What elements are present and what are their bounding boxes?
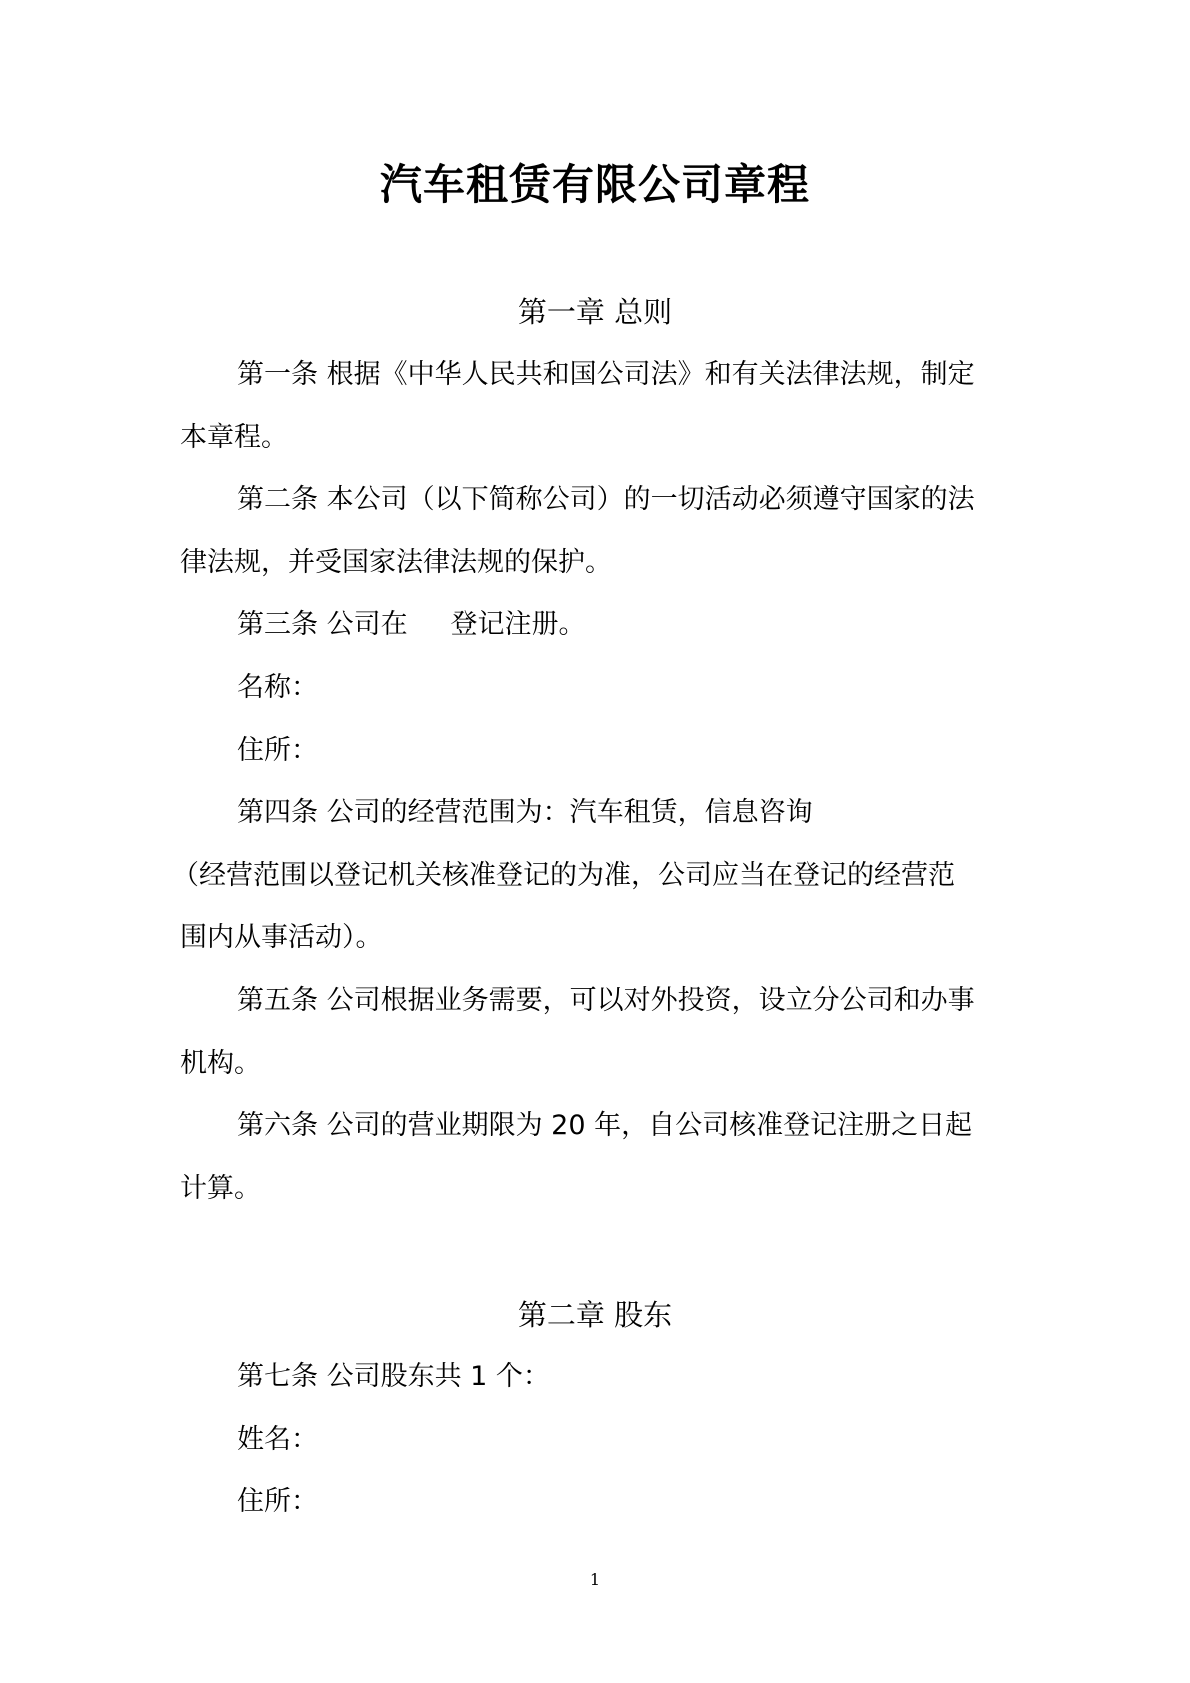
chapter-1-heading: 第一章 总则 <box>517 295 673 329</box>
article-4-line-2: （经营范围以登记机关核准登记的为准，公司应当在登记的经营范 <box>172 860 955 891</box>
article-2-line-1: 第二条 本公司（以下简称公司）的一切活动必须遵守国家的法 <box>237 484 975 515</box>
chapter-2-heading: 第二章 股东 <box>517 1298 673 1332</box>
article-5-line-1: 第五条 公司根据业务需要，可以对外投资，设立分公司和办事 <box>237 985 975 1016</box>
article-3-address-field: 住所： <box>237 735 318 766</box>
article-3: 第三条 公司在 登记注册。 <box>237 609 586 640</box>
article-4-line-1: 第四条 公司的经营范围为：汽车租赁，信息咨询 <box>237 797 813 828</box>
article-6-line-1: 第六条 公司的营业期限为 20 年，自公司核准登记注册之日起 <box>237 1110 973 1141</box>
article-6-line-2: 计算。 <box>180 1173 261 1204</box>
shareholder-name-field: 姓名： <box>237 1424 318 1455</box>
shareholder-address-field: 住所： <box>237 1486 318 1517</box>
article-5-line-2: 机构。 <box>180 1048 261 1079</box>
article-1-line-2: 本章程。 <box>180 422 288 453</box>
document-title: 汽车租赁有限公司章程 <box>379 160 810 209</box>
article-1-line-1: 第一条 根据《中华人民共和国公司法》和有关法律法规，制定 <box>237 359 975 390</box>
article-2-line-2: 律法规，并受国家法律法规的保护。 <box>180 547 612 578</box>
page-number: 1 <box>589 1570 601 1589</box>
article-4-line-3: 围内从事活动）。 <box>180 922 383 953</box>
article-3-name-field: 名称： <box>237 672 318 703</box>
article-7: 第七条 公司股东共 1 个： <box>237 1361 550 1392</box>
